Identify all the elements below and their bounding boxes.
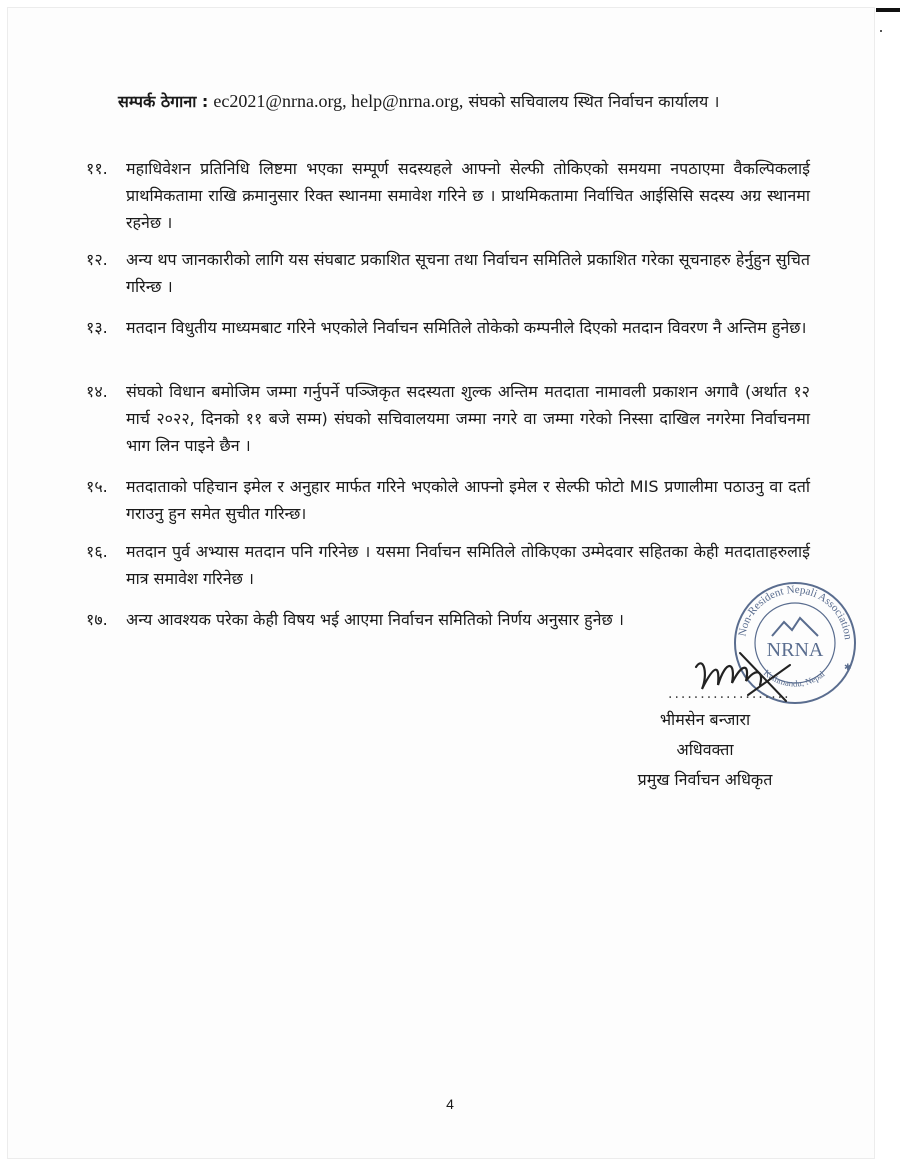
- list-item: [86, 246, 810, 300]
- signatory-name: भीमसेन बन्जारा: [659, 710, 751, 729]
- contact-paragraph: [118, 88, 808, 115]
- page-number: 4: [446, 1096, 454, 1112]
- list-item: [86, 378, 810, 459]
- item-number: ११.: [86, 159, 108, 178]
- seal-star-icon: ✱: [844, 663, 852, 673]
- item-number: १५.: [86, 477, 108, 496]
- contact-label: सम्पर्क ठेगाना :: [118, 92, 209, 111]
- list-item: [86, 473, 810, 527]
- item-number: १४.: [86, 382, 108, 401]
- signatory-role: प्रमुख निर्वाचन अधिकृत: [637, 770, 773, 789]
- item-text: अन्य थप जानकारीको लागि यस संघबाट प्रकाशित सूचना तथा निर्वाचन समितिले प्रकाशित गरेका सूचनाहरु हेर्नुहुन सुचित गरिन्छ ।: [126, 250, 810, 296]
- list-item: [86, 314, 810, 341]
- seal-ring-text: Non-Resident Nepali Association: [736, 583, 854, 641]
- mountain-icon: [772, 618, 818, 636]
- list-item: [86, 606, 706, 633]
- item-number: १६.: [86, 542, 108, 561]
- item-text: मतदान विधुतीय माध्यमबाट गरिने भएकोले निर्वाचन समितिले तोकेको कम्पनीले दिएको मतदान विवरण नै अन्तिम हुनेछ।: [126, 318, 807, 337]
- seal-bottom-text: Kathmandu, Nepal: [761, 667, 827, 689]
- item-text: महाधिवेशन प्रतिनिधि लिष्टमा भएका सम्पूर्ण सदस्यहले आफ्नो सेल्फी तोकिएको समयमा नपठाएमा वैकल्पिकलाई प्राथमिकतामा राखि क्रमानुसार रिक्त स्थानमा समावेश गरिने छ । प्राथमिकतामा निर्वाचित आईसिसि सदस्य अग्र स्थानमा रहनेछ ।: [126, 159, 810, 232]
- list-item: [86, 155, 810, 236]
- signatory-block: [600, 705, 810, 795]
- item-number: १२.: [86, 250, 108, 269]
- seal-center-text: NRNA: [766, 639, 824, 661]
- signatory-title: अधिवक्ता: [676, 740, 734, 759]
- item-text: मतदाताको पहिचान इमेल र अनुहार मार्फत गरिने भएकोले आफ्नो इमेल र सेल्फी फोटो MIS प्रणालीमा पठाउनु वा दर्ता गराउनु हुन समेत सुचीत गरिन्छ।: [126, 477, 810, 523]
- item-text: मतदान पुर्व अभ्यास मतदान पनि गरिनेछ । यसमा निर्वाचन समितिले तोकिएका उम्मेदवार सहितका केही मतदाताहरुलाई मात्र समावेश गरिनेछ ।: [126, 542, 810, 588]
- contact-text: संघको सचिवालय स्थित निर्वाचन कार्यालय ।: [468, 92, 720, 111]
- item-text: संघको विधान बमोजिम जम्मा गर्नुपर्ने पञ्जिकृत सदस्यता शुल्क अन्तिम मतदाता नामावली प्रकाशन अगावै (अर्थात १२ मार्च २०२२, दिनको ११ बजे सम्म) संघको सचिवालयमा जम्मा नगरे वा जम्मा गरेको निस्सा दाखिल नगरेमा निर्वाचनमा भाग लिन पाइने छैन ।: [126, 382, 810, 455]
- scan-edge-mark: [876, 8, 900, 12]
- contact-emails: ec2021@nrna.org, help@nrna.org,: [213, 91, 464, 111]
- item-text: अन्य आवश्यक परेका केही विषय भई आएमा निर्वाचन समितिको निर्णय अनुसार हुनेछ ।: [126, 610, 624, 629]
- item-number: १३.: [86, 318, 108, 337]
- scan-speck: [880, 30, 882, 32]
- item-number: १७.: [86, 610, 108, 629]
- list-item: [86, 538, 810, 592]
- signature-line: ...................: [668, 686, 791, 702]
